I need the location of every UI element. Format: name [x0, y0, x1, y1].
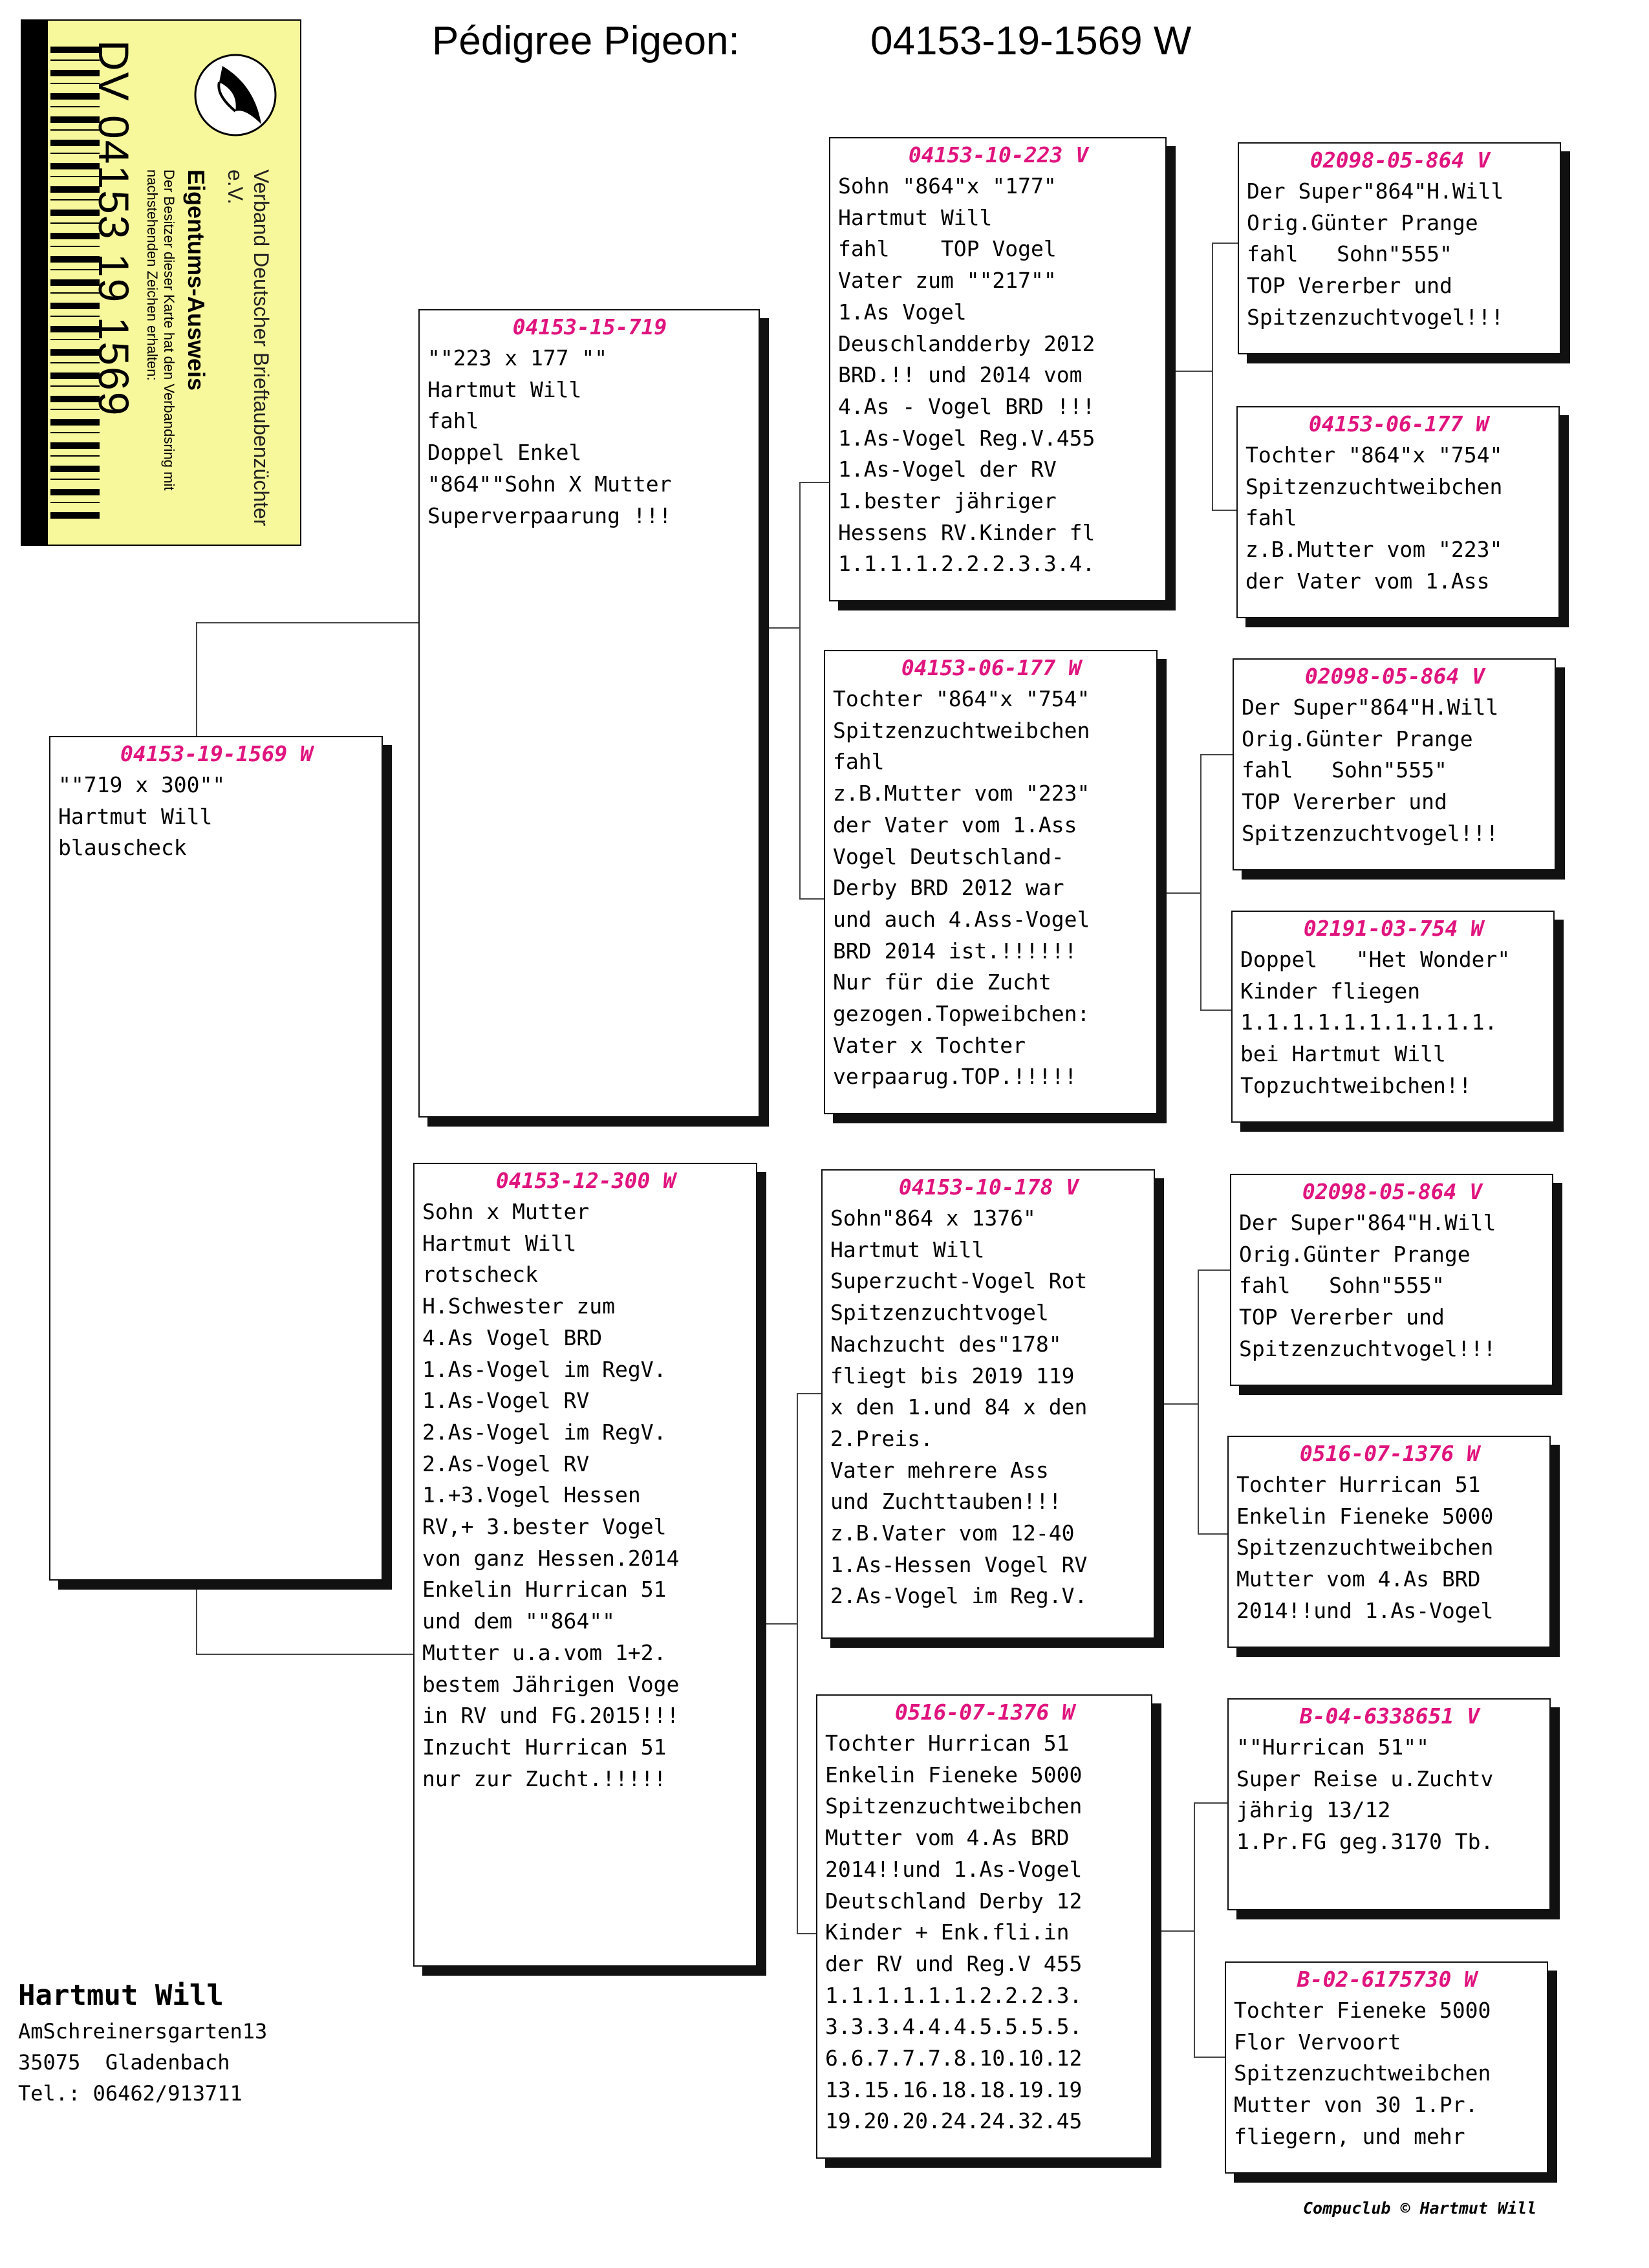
box-line: Orig.Günter Prange — [1239, 1241, 1471, 1267]
pigeon-box-subject — [49, 736, 383, 1581]
box-line: fliegt bis 2019 119 — [830, 1363, 1075, 1388]
connector-line — [799, 482, 829, 483]
box-line: Nur für die Zucht — [833, 969, 1051, 995]
box-line: Superzucht-Vogel Rot — [830, 1268, 1088, 1294]
box-line: fahl — [1245, 505, 1297, 531]
box-lines — [1239, 1207, 1546, 1365]
connector-line — [1200, 1010, 1231, 1011]
connector-line — [1198, 1269, 1230, 1271]
box-lines — [833, 684, 1150, 1093]
ring-number: 04153-12-300 W — [495, 1168, 676, 1193]
box-line: 13.15.16.18.18.19.19 — [825, 2077, 1083, 2102]
box-line: 2014!!und 1.As-Vogel — [1236, 1597, 1494, 1623]
box-lines — [1236, 1732, 1543, 1858]
card-association: Verband Deutscher Brieftaubenzüchter e.V. — [224, 169, 273, 526]
box-line: Hartmut Will — [58, 803, 213, 829]
ring-number: 04153-19-1569 W — [120, 741, 313, 766]
pigeon-box-fff — [1238, 142, 1561, 354]
owner-phone: Tel.: 06462/913711 — [18, 2081, 242, 2106]
pigeon-box-fmf — [1233, 658, 1556, 870]
connector-line — [1200, 754, 1202, 1010]
box-line: Hartmut Will — [838, 204, 993, 230]
connector-line — [799, 898, 824, 900]
box-line: 1.bester jähriger — [838, 488, 1057, 514]
box-lines — [1234, 1995, 1540, 2153]
owner-street: AmSchreinersgarten13 — [18, 2019, 268, 2044]
box-lines — [422, 1196, 749, 1795]
pigeon-box-mm — [816, 1694, 1152, 2159]
box-line: BRD.!! und 2014 vom — [838, 362, 1083, 388]
box-line: Sohn "864"x "177" — [838, 173, 1057, 199]
box-lines — [838, 171, 1159, 580]
box-line: Vater zum ""217"" — [838, 268, 1057, 294]
box-line: Nachzucht des"178" — [830, 1331, 1062, 1357]
box-line: Tochter "864"x "754" — [833, 686, 1090, 711]
box-line: Sohn x Mutter — [422, 1199, 590, 1224]
box-lines — [1242, 692, 1548, 850]
box-line: z.B.Mutter vom "223" — [1245, 537, 1503, 563]
box-line: H.Schwester zum — [422, 1293, 616, 1319]
ring-number: 04153-10-178 V — [898, 1174, 1079, 1200]
box-line: Spitzenzuchtweibchen — [1245, 473, 1503, 499]
pigeon-box-ffm — [1236, 406, 1560, 618]
box-line: Spitzenzuchtvogel!!! — [1242, 820, 1499, 846]
ring-number: 04153-06-177 W — [1308, 411, 1489, 437]
box-line: fahl TOP Vogel — [838, 236, 1057, 262]
box-line: 1.Pr.FG geg.3170 Tb. — [1236, 1829, 1494, 1855]
owner-address — [18, 1976, 267, 2109]
box-line: 2.As-Vogel RV — [422, 1451, 590, 1476]
box-line: TOP Vererber und — [1242, 789, 1447, 815]
box-line: 1.+3.Vogel Hessen — [422, 1482, 641, 1508]
box-line: Spitzenzuchtvogel!!! — [1239, 1335, 1496, 1361]
connector-line — [1200, 754, 1233, 755]
box-line: RV,+ 3.bester Vogel — [422, 1514, 667, 1540]
box-line: Spitzenzuchtvogel — [830, 1300, 1049, 1326]
box-line: Spitzenzuchtvogel!!! — [1247, 304, 1504, 330]
box-line: Kinder + Enk.fli.in — [825, 1919, 1070, 1945]
ring-number: 02191-03-754 W — [1303, 916, 1484, 941]
membership-card — [21, 19, 301, 546]
box-line: Spitzenzuchtweibchen — [833, 717, 1090, 743]
ring-number: 0516-07-1376 W — [1299, 1441, 1480, 1466]
box-lines — [58, 770, 375, 864]
footer-credit: Compuclub © Hartmut Will — [1303, 2199, 1537, 2218]
owner-name: Hartmut Will — [18, 1979, 224, 2012]
box-line: bestem Jährigen Voge — [422, 1671, 680, 1697]
pigeon-logo-icon — [190, 47, 281, 144]
box-line: Hessens RV.Kinder fl — [838, 519, 1095, 545]
pigeon-box-fmm — [1231, 911, 1555, 1123]
box-line: 1.As-Vogel der RV — [838, 457, 1057, 482]
box-line: Vogel Deutschland- — [833, 843, 1064, 869]
box-line: Der Super"864"H.Will — [1247, 178, 1504, 204]
ring-number: B-02-6175730 W — [1297, 1967, 1478, 1992]
pigeon-ring-number: 04153-19-1569 W — [870, 19, 1192, 63]
box-line: Doppel "Het Wonder" — [1240, 947, 1511, 972]
connector-line — [799, 482, 801, 898]
connector-line — [1164, 892, 1200, 894]
box-line: Enkelin Fieneke 5000 — [825, 1762, 1083, 1787]
ring-number: 02098-05-864 V — [1310, 147, 1491, 173]
box-line: Enkelin Fieneke 5000 — [1236, 1503, 1494, 1529]
box-line: Tochter Hurrican 51 — [1236, 1472, 1481, 1497]
connector-line — [764, 1623, 797, 1625]
box-line: 6.6.7.7.7.8.10.10.12 — [825, 2046, 1083, 2071]
box-line: 19.20.20.24.24.32.45 — [825, 2108, 1083, 2134]
ring-number: B-04-6338651 V — [1299, 1703, 1480, 1729]
box-line: ""719 x 300"" — [58, 772, 226, 797]
connector-line — [1194, 1802, 1195, 2057]
box-lines — [1245, 440, 1552, 598]
box-line: blauscheck — [58, 835, 187, 861]
box-lines — [1236, 1469, 1543, 1627]
box-line: Superverpaarung !!! — [427, 502, 672, 528]
page-title: Pédigree Pigeon: — [432, 19, 740, 63]
box-line: fahl — [427, 408, 479, 434]
box-line: fliegern, und mehr — [1234, 2123, 1465, 2149]
box-line: Der Super"864"H.Will — [1242, 695, 1499, 720]
box-line: 2014!!und 1.As-Vogel — [825, 1856, 1083, 1882]
connector-line — [1212, 510, 1236, 511]
box-lines — [427, 343, 752, 532]
box-line: der Vater vom 1.Ass — [1245, 568, 1490, 594]
box-line: z.B.Mutter vom "223" — [833, 781, 1090, 806]
box-line: nur zur Zucht.!!!!! — [422, 1766, 667, 1791]
ring-number: 04153-06-177 W — [901, 655, 1082, 680]
box-line: fahl Sohn"555" — [1247, 241, 1452, 267]
connector-line — [1198, 1269, 1199, 1533]
connector-line — [1161, 1403, 1198, 1405]
connector-line — [196, 622, 418, 623]
connector-line — [797, 1393, 821, 1394]
box-line: ""223 x 177 "" — [427, 345, 608, 371]
box-line: fahl Sohn"555" — [1239, 1273, 1445, 1299]
ring-number: 04153-15-719 — [512, 314, 667, 340]
box-line: Mutter vom 4.As BRD — [825, 1825, 1070, 1851]
pigeon-box-mmm — [1225, 1961, 1548, 2174]
ring-number: 02098-05-864 V — [1304, 664, 1485, 689]
box-line: 1.As-Vogel Reg.V.455 — [838, 425, 1095, 451]
connector-line — [767, 627, 799, 629]
box-line: Mutter von 30 1.Pr. — [1234, 2092, 1478, 2118]
box-line: 2.As-Vogel im RegV. — [422, 1419, 667, 1445]
box-lines — [830, 1203, 1147, 1612]
box-line: Orig.Günter Prange — [1242, 726, 1473, 751]
connector-line — [196, 1654, 413, 1655]
box-line: Tochter Fieneke 5000 — [1234, 1998, 1491, 2023]
box-line: Spitzenzuchtweibchen — [1234, 2060, 1491, 2086]
box-lines — [825, 1728, 1145, 2137]
connector-line — [797, 1393, 798, 1933]
box-line: 2.Preis. — [830, 1425, 933, 1451]
card-description: Der Besitzer dieser Karte hat den Verbandsring mit nachstehenden Zeichen erhalten: — [144, 169, 177, 491]
box-line: und dem ""864"" — [422, 1608, 616, 1634]
box-line: BRD 2014 ist.!!!!!! — [833, 938, 1077, 964]
box-line: 1.As-Vogel RV — [422, 1388, 590, 1414]
ring-number: 02098-05-864 V — [1302, 1179, 1483, 1204]
box-line: gezogen.Topweibchen: — [833, 1001, 1090, 1027]
card-heading: Eigentums-Ausweis — [183, 169, 210, 391]
box-line: Mutter u.a.vom 1+2. — [422, 1639, 667, 1665]
connector-line — [797, 1933, 816, 1934]
box-line: jährig 13/12 — [1236, 1797, 1391, 1823]
box-line: bei Hartmut Will — [1240, 1041, 1446, 1067]
owner-city: 35075 Gladenbach — [18, 2050, 230, 2075]
box-line: Doppel Enkel — [427, 440, 582, 466]
pigeon-box-mmf — [1227, 1698, 1551, 1910]
pigeon-box-fm — [824, 650, 1158, 1114]
box-line: Der Super"864"H.Will — [1239, 1210, 1496, 1235]
box-line: 4.As - Vogel BRD !!! — [838, 393, 1095, 419]
ring-number: 04153-10-223 V — [908, 142, 1089, 167]
box-line: Deuschlandderby 2012 — [838, 330, 1095, 356]
pigeon-box-mf — [821, 1169, 1155, 1639]
box-line: fahl Sohn"555" — [1242, 757, 1447, 783]
box-line: Kinder fliegen — [1240, 978, 1421, 1004]
box-line: Hartmut Will — [830, 1237, 985, 1262]
box-line: Derby BRD 2012 war — [833, 875, 1064, 901]
box-line: und auch 4.Ass-Vogel — [833, 906, 1090, 932]
box-line: Super Reise u.Zuchtv — [1236, 1766, 1494, 1791]
box-line: 3.3.3.4.4.4.5.5.5.5. — [825, 2014, 1083, 2040]
card-ring-number: DV 04153 19 1569 — [90, 40, 138, 417]
box-line: Vater mehrere Ass — [830, 1457, 1049, 1483]
box-line: TOP Vererber und — [1239, 1304, 1445, 1330]
pigeon-box-mff — [1230, 1174, 1553, 1386]
box-line: 1.As Vogel — [838, 299, 967, 325]
box-line: Mutter vom 4.As BRD — [1236, 1566, 1481, 1592]
box-line: und Zuchttauben!!! — [830, 1489, 1062, 1515]
box-line: Enkelin Hurrican 51 — [422, 1577, 667, 1603]
ring-number: 0516-07-1376 W — [894, 1700, 1075, 1725]
box-line: verpaarug.TOP.!!!!! — [833, 1064, 1077, 1090]
box-line: rotscheck — [422, 1262, 538, 1288]
connector-line — [1212, 243, 1213, 510]
box-line: "864""Sohn X Mutter — [427, 471, 672, 497]
pigeon-box-ff — [829, 137, 1167, 601]
pigeon-box-mother — [413, 1163, 757, 1967]
box-line: Spitzenzuchtweibchen — [1236, 1535, 1494, 1561]
box-line: Vater x Tochter — [833, 1032, 1026, 1058]
box-line: Sohn"864 x 1376" — [830, 1205, 1036, 1231]
pigeon-box-mfm — [1227, 1436, 1551, 1648]
box-line: fahl — [833, 749, 885, 775]
box-line: 1.1.1.1.1.1.1.1.1.1. — [1240, 1010, 1498, 1035]
card-rotated-content — [22, 21, 300, 545]
box-line: der RV und Reg.V 455 — [825, 1950, 1083, 1976]
box-line: in RV und FG.2015!!! — [422, 1703, 680, 1729]
connector-line — [1212, 243, 1238, 244]
box-line: Tochter "864"x "754" — [1245, 442, 1503, 468]
box-line: Hartmut Will — [422, 1230, 577, 1256]
box-line: Orig.Günter Prange — [1247, 210, 1478, 235]
pigeon-box-father — [418, 309, 760, 1118]
box-lines — [1240, 944, 1547, 1102]
box-line: 1.1.1.1.1.1.2.2.2.3. — [825, 1982, 1083, 2008]
box-line: Topzuchtweibchen!! — [1240, 1072, 1472, 1098]
box-line: 1.As-Hessen Vogel RV — [830, 1551, 1088, 1577]
connector-line — [1198, 1533, 1227, 1535]
connector-line — [1174, 371, 1212, 372]
box-line: Deutschland Derby 12 — [825, 1888, 1083, 1914]
box-line: Hartmut Will — [427, 376, 582, 402]
box-line: Spitzenzuchtweibchen — [825, 1793, 1083, 1819]
box-line: Inzucht Hurrican 51 — [422, 1734, 667, 1760]
box-line: TOP Vererber und — [1247, 273, 1452, 299]
connector-line — [1194, 1802, 1227, 1804]
box-line: 4.As Vogel BRD — [422, 1324, 603, 1350]
connector-line — [1159, 1930, 1194, 1932]
box-line: 1.As-Vogel im RegV. — [422, 1356, 667, 1382]
box-line: 1.1.1.1.2.2.2.3.3.4. — [838, 551, 1095, 577]
box-lines — [1247, 176, 1553, 334]
connector-line — [1194, 2057, 1225, 2058]
box-line: 2.As-Vogel im Reg.V. — [830, 1583, 1088, 1609]
box-line: der Vater vom 1.Ass — [833, 812, 1077, 837]
box-line: von ganz Hessen.2014 — [422, 1545, 680, 1571]
box-line: z.B.Vater vom 12-40 — [830, 1520, 1075, 1546]
box-line: Flor Vervoort — [1234, 2029, 1401, 2055]
box-line: x den 1.und 84 x den — [830, 1394, 1088, 1420]
box-line: Tochter Hurrican 51 — [825, 1731, 1070, 1756]
box-line: ""Hurrican 51"" — [1236, 1734, 1430, 1760]
